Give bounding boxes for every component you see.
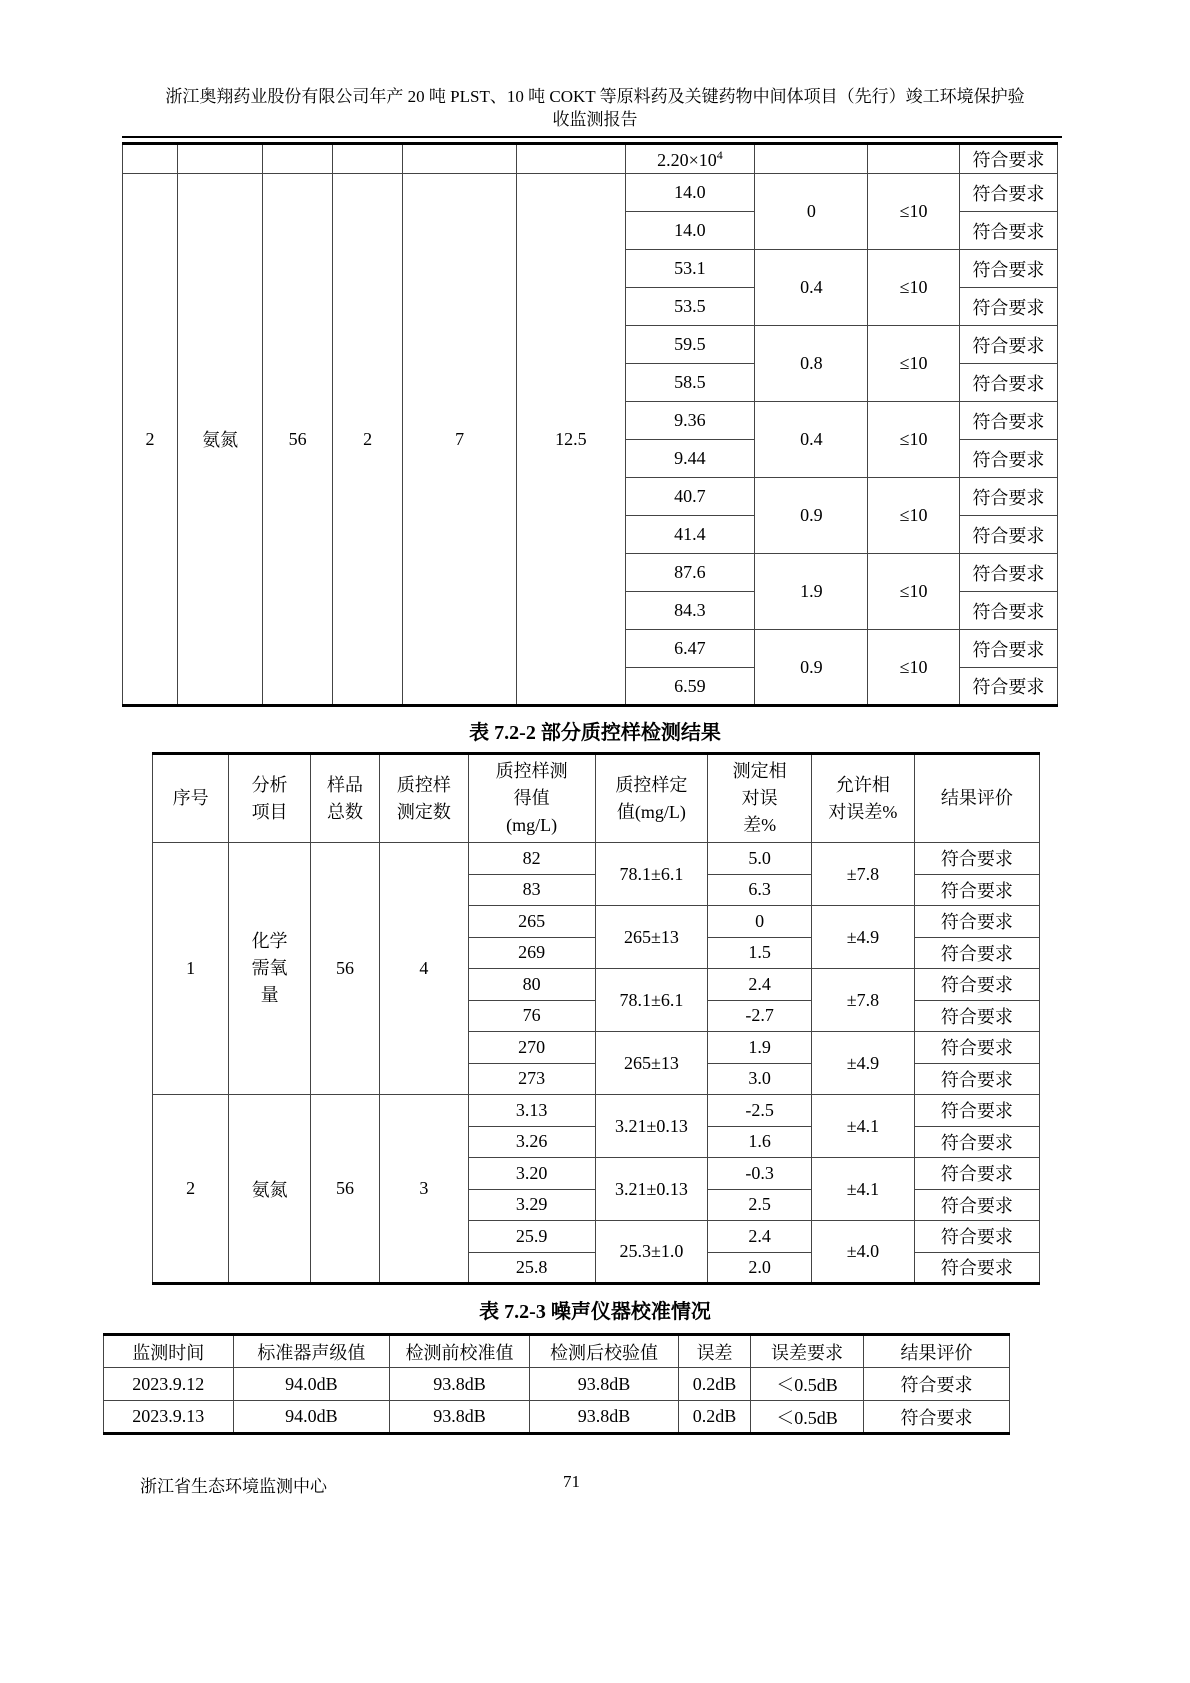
cell-measured-value: 40.7 bbox=[625, 478, 755, 516]
cell-limit: ≤10 bbox=[868, 174, 960, 250]
cell-result: 符合要求 bbox=[959, 250, 1057, 288]
cell-result: 符合要求 bbox=[959, 174, 1057, 212]
cell-result: 符合要求 bbox=[914, 937, 1039, 969]
table-noise-calibration bbox=[103, 1333, 1010, 1435]
table-row bbox=[153, 1095, 1040, 1127]
cell-measured: 76 bbox=[468, 1000, 595, 1032]
cell-post-calibration: 93.8dB bbox=[529, 1368, 678, 1401]
cell-reference: 265±13 bbox=[595, 1032, 708, 1095]
cell-diff: 0.4 bbox=[755, 250, 868, 326]
cell-measured: 25.8 bbox=[468, 1252, 595, 1284]
cell-measured: 265 bbox=[468, 906, 595, 938]
cell-pre-calibration: 93.8dB bbox=[390, 1401, 530, 1434]
cell-rel-error: -2.7 bbox=[708, 1000, 812, 1032]
table-monitoring-results-wrap bbox=[122, 142, 1058, 707]
cell-sample-total: 56 bbox=[263, 174, 333, 706]
header-item bbox=[229, 754, 311, 843]
cell-result: 符合要求 bbox=[914, 1252, 1039, 1284]
cell-count: 3 bbox=[380, 1095, 469, 1284]
cell-measured: 83 bbox=[468, 874, 595, 906]
cell-seq: 1 bbox=[153, 843, 229, 1095]
cell-result: 符合要求 bbox=[959, 516, 1057, 554]
cell-total: 56 bbox=[310, 843, 379, 1095]
header-result: 结果评价 bbox=[864, 1335, 1010, 1368]
header-rule bbox=[122, 136, 1062, 138]
cell-rel-error: 0 bbox=[708, 906, 812, 938]
page-number: 71 bbox=[563, 1472, 580, 1491]
cell-pre-calibration: 93.8dB bbox=[390, 1368, 530, 1401]
cell-result: 符合要求 bbox=[914, 1095, 1039, 1127]
header-label: 测定相对误差% bbox=[732, 761, 787, 835]
table-row bbox=[104, 1401, 1010, 1434]
cell-measured: 269 bbox=[468, 937, 595, 969]
cell-col6: 12.5 bbox=[517, 174, 625, 706]
cell-measured-value bbox=[625, 144, 755, 174]
cell-result: 符合要求 bbox=[959, 592, 1057, 630]
cell-empty bbox=[263, 144, 333, 174]
cell-result: 符合要求 bbox=[914, 843, 1039, 875]
header-label: 质控样测得值(mg/L) bbox=[495, 761, 568, 835]
cell-limit: ≤10 bbox=[868, 630, 960, 706]
table-2-title: 表 7.2-2 部分质控样检测结果 bbox=[469, 722, 721, 744]
cell-empty bbox=[755, 144, 868, 174]
header-label: 质控样测定数 bbox=[396, 774, 451, 822]
cell-count: 4 bbox=[380, 843, 469, 1095]
cell-result: 符合要求 bbox=[959, 630, 1057, 668]
cell-result: 符合要求 bbox=[959, 364, 1057, 402]
cell-measured-value: 6.59 bbox=[625, 668, 755, 706]
header-line-1: 浙江奥翔药业股份有限公司年产 20 吨 PLST、10 吨 COKT 等原料药及关键药物中间体项目（先行）竣工环境保护验 bbox=[165, 87, 1025, 106]
cell-measured-value: 41.4 bbox=[625, 516, 755, 554]
cell-diff: 0.4 bbox=[755, 402, 868, 478]
cell-result: 符合要求 bbox=[959, 288, 1057, 326]
header-allowed-error bbox=[811, 754, 914, 843]
cell-rel-error: 3.0 bbox=[708, 1063, 812, 1095]
table-qc-results-wrap bbox=[152, 752, 1040, 1285]
cell-seq: 2 bbox=[123, 174, 178, 706]
cell-allowed-error: ±4.9 bbox=[811, 906, 914, 969]
header-label: 样品总数 bbox=[326, 774, 363, 822]
cell-result: 符合要求 bbox=[914, 969, 1039, 1001]
header-measured bbox=[468, 754, 595, 843]
cell-result: 符合要求 bbox=[959, 402, 1057, 440]
cell-result: 符合要求 bbox=[959, 554, 1057, 592]
cell-limit: ≤10 bbox=[868, 554, 960, 630]
cell-allowed-error: ±4.0 bbox=[811, 1221, 914, 1284]
cell-allowed-error: ±4.1 bbox=[811, 1095, 914, 1158]
cell-result: 符合要求 bbox=[914, 874, 1039, 906]
cell-result: 符合要求 bbox=[914, 1189, 1039, 1221]
cell-measured: 3.20 bbox=[468, 1158, 595, 1190]
cell-result: 符合要求 bbox=[864, 1401, 1010, 1434]
cell-limit: ≤10 bbox=[868, 326, 960, 402]
table-header-row bbox=[104, 1335, 1010, 1368]
cell-result: 符合要求 bbox=[959, 326, 1057, 364]
value-base: 2.20×10 bbox=[657, 149, 717, 170]
cell-monitor-time: 2023.9.12 bbox=[104, 1368, 234, 1401]
cell-rel-error: 2.5 bbox=[708, 1189, 812, 1221]
cell-rel-error: 1.9 bbox=[708, 1032, 812, 1064]
cell-result: 符合要求 bbox=[959, 212, 1057, 250]
header-total bbox=[310, 754, 379, 843]
cell-measured-value: 9.36 bbox=[625, 402, 755, 440]
header-count bbox=[380, 754, 469, 843]
cell-result: 符合要求 bbox=[914, 1000, 1039, 1032]
cell-measured: 82 bbox=[468, 843, 595, 875]
cell-diff: 0.9 bbox=[755, 630, 868, 706]
cell-rel-error: 2.4 bbox=[708, 1221, 812, 1253]
table-row bbox=[153, 843, 1040, 875]
cell-result: 符合要求 bbox=[959, 668, 1057, 706]
header-post-calibration: 检测后校验值 bbox=[529, 1335, 678, 1368]
cell-rel-error: 1.5 bbox=[708, 937, 812, 969]
cell-diff: 0.9 bbox=[755, 478, 868, 554]
cell-reference: 3.21±0.13 bbox=[595, 1158, 708, 1221]
cell-limit: ≤10 bbox=[868, 478, 960, 554]
cell-measured-value: 14.0 bbox=[625, 174, 755, 212]
cell-error: 0.2dB bbox=[679, 1368, 751, 1401]
value-exponent: 4 bbox=[716, 147, 723, 162]
header-label: 质控样定值(mg/L) bbox=[615, 774, 688, 822]
cell-reference: 3.21±0.13 bbox=[595, 1095, 708, 1158]
cell-item: 氨氮 bbox=[229, 1095, 311, 1284]
cell-measured-value: 9.44 bbox=[625, 440, 755, 478]
cell-rel-error: 2.4 bbox=[708, 969, 812, 1001]
header-monitor-time: 监测时间 bbox=[104, 1335, 234, 1368]
header-standard-level: 标准器声级值 bbox=[233, 1335, 390, 1368]
cell-measured-value: 53.5 bbox=[625, 288, 755, 326]
cell-allowed-error: ±7.8 bbox=[811, 843, 914, 906]
cell-measured: 25.9 bbox=[468, 1221, 595, 1253]
cell-result: 符合要求 bbox=[914, 906, 1039, 938]
cell-item: 氨氮 bbox=[178, 174, 263, 706]
header-label: 序号 bbox=[172, 788, 209, 808]
header-error: 误差 bbox=[679, 1335, 751, 1368]
table-row bbox=[123, 174, 1058, 212]
cell-measured: 3.13 bbox=[468, 1095, 595, 1127]
cell-rel-error: 6.3 bbox=[708, 874, 812, 906]
table-row bbox=[104, 1368, 1010, 1401]
cell-empty bbox=[123, 144, 178, 174]
cell-error-requirement: ＜0.5dB bbox=[750, 1368, 863, 1401]
cell-rel-error: 1.6 bbox=[708, 1126, 812, 1158]
cell-limit: ≤10 bbox=[868, 250, 960, 326]
cell-result: 符合要求 bbox=[864, 1368, 1010, 1401]
table-3-title: 表 7.2-3 噪声仪器校准情况 bbox=[479, 1301, 711, 1323]
cell-measured: 273 bbox=[468, 1063, 595, 1095]
cell-measured: 270 bbox=[468, 1032, 595, 1064]
table-row bbox=[123, 144, 1058, 174]
footer-organization: 浙江省生态环境监测中心 bbox=[140, 1477, 327, 1496]
cell-rel-error: 5.0 bbox=[708, 843, 812, 875]
cell-rel-error: -0.3 bbox=[708, 1158, 812, 1190]
cell-seq: 2 bbox=[153, 1095, 229, 1284]
cell-diff: 0.8 bbox=[755, 326, 868, 402]
cell-rel-error: 2.0 bbox=[708, 1252, 812, 1284]
cell-empty bbox=[403, 144, 517, 174]
cell-result: 符合要求 bbox=[914, 1063, 1039, 1095]
header-seq bbox=[153, 754, 229, 843]
cell-result: 符合要求 bbox=[959, 440, 1057, 478]
cell-error-requirement: ＜0.5dB bbox=[750, 1401, 863, 1434]
header-rel-error bbox=[708, 754, 812, 843]
header-reference bbox=[595, 754, 708, 843]
cell-result: 符合要求 bbox=[959, 144, 1057, 174]
item-label: 化学需氧量 bbox=[251, 931, 288, 1005]
cell-empty bbox=[517, 144, 625, 174]
cell-result: 符合要求 bbox=[914, 1032, 1039, 1064]
cell-reference: 25.3±1.0 bbox=[595, 1221, 708, 1284]
cell-error: 0.2dB bbox=[679, 1401, 751, 1434]
cell-allowed-error: ±4.9 bbox=[811, 1032, 914, 1095]
header-pre-calibration: 检测前校准值 bbox=[390, 1335, 530, 1368]
cell-total: 56 bbox=[310, 1095, 379, 1284]
cell-col4: 2 bbox=[333, 174, 403, 706]
cell-allowed-error: ±7.8 bbox=[811, 969, 914, 1032]
cell-result: 符合要求 bbox=[914, 1221, 1039, 1253]
cell-diff: 1.9 bbox=[755, 554, 868, 630]
cell-monitor-time: 2023.9.13 bbox=[104, 1401, 234, 1434]
cell-item bbox=[229, 843, 311, 1095]
header-result bbox=[914, 754, 1039, 843]
table-qc-results bbox=[152, 752, 1040, 1285]
cell-measured: 3.29 bbox=[468, 1189, 595, 1221]
table-noise-calibration-wrap bbox=[103, 1333, 1010, 1435]
cell-measured-value: 53.1 bbox=[625, 250, 755, 288]
cell-allowed-error: ±4.1 bbox=[811, 1158, 914, 1221]
cell-result: 符合要求 bbox=[959, 478, 1057, 516]
header-label: 结果评价 bbox=[940, 788, 1013, 808]
cell-reference: 265±13 bbox=[595, 906, 708, 969]
cell-measured-value: 6.47 bbox=[625, 630, 755, 668]
header-label: 允许相对误差% bbox=[828, 774, 898, 822]
header-line-2: 收监测报告 bbox=[552, 110, 638, 129]
cell-result: 符合要求 bbox=[914, 1126, 1039, 1158]
cell-reference: 78.1±6.1 bbox=[595, 969, 708, 1032]
cell-reference: 78.1±6.1 bbox=[595, 843, 708, 906]
cell-diff: 0 bbox=[755, 174, 868, 250]
cell-empty bbox=[868, 144, 960, 174]
cell-measured: 80 bbox=[468, 969, 595, 1001]
cell-empty bbox=[178, 144, 263, 174]
cell-measured-value: 59.5 bbox=[625, 326, 755, 364]
cell-measured: 3.26 bbox=[468, 1126, 595, 1158]
table-monitoring-results bbox=[122, 142, 1058, 707]
cell-measured-value: 14.0 bbox=[625, 212, 755, 250]
cell-measured-value: 84.3 bbox=[625, 592, 755, 630]
cell-measured-value: 58.5 bbox=[625, 364, 755, 402]
cell-rel-error: -2.5 bbox=[708, 1095, 812, 1127]
header-label: 分析项目 bbox=[251, 774, 288, 822]
page-header bbox=[122, 85, 1068, 131]
cell-standard-level: 94.0dB bbox=[233, 1401, 390, 1434]
cell-result: 符合要求 bbox=[914, 1158, 1039, 1190]
header-error-requirement: 误差要求 bbox=[750, 1335, 863, 1368]
cell-limit: ≤10 bbox=[868, 402, 960, 478]
table-header-row bbox=[153, 754, 1040, 843]
cell-measured-value: 87.6 bbox=[625, 554, 755, 592]
cell-post-calibration: 93.8dB bbox=[529, 1401, 678, 1434]
cell-col5: 7 bbox=[403, 174, 517, 706]
cell-standard-level: 94.0dB bbox=[233, 1368, 390, 1401]
cell-empty bbox=[333, 144, 403, 174]
